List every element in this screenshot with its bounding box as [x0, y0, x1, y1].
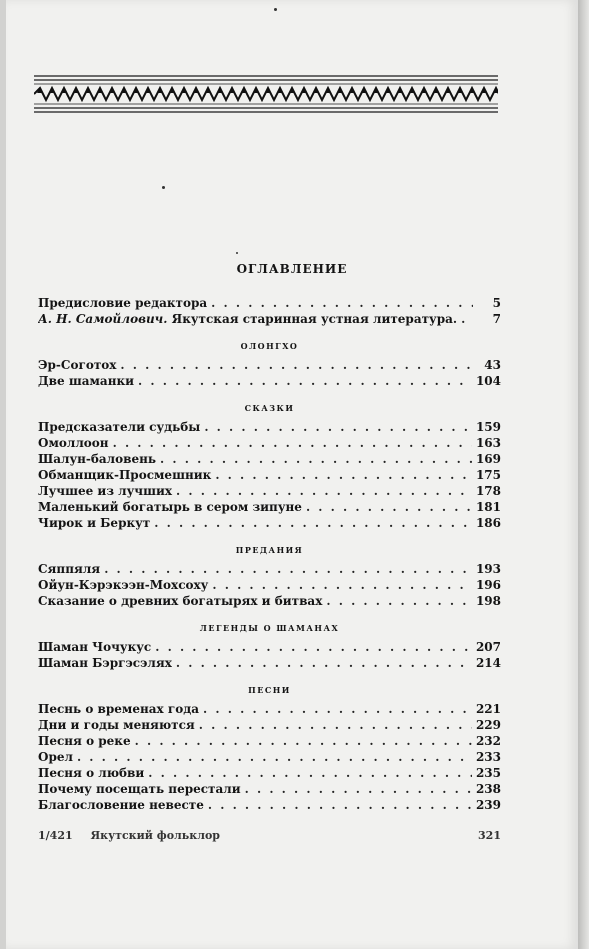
dot-leader — [104, 561, 472, 577]
toc-entry-title: Сяппяля — [38, 562, 101, 576]
toc-entry-page: 7 — [492, 312, 501, 326]
section-heading: ПЕСНИ — [248, 685, 291, 695]
toc-entry — [38, 717, 501, 733]
toc-entry-page: 232 — [475, 734, 501, 748]
toc-entry-title: Почему посещать перестали — [38, 782, 241, 796]
dot-leader — [215, 467, 472, 483]
dot-leader — [160, 451, 472, 467]
dot-leader — [306, 499, 472, 515]
toc-entry-title: Омоллоон — [38, 436, 109, 450]
toc-entry — [38, 577, 501, 593]
toc-entry-page: 221 — [475, 702, 501, 716]
dot-leader — [326, 593, 472, 609]
toc-entry-title: Дни и годы меняются — [38, 718, 195, 732]
toc-entry-title: Лучшее из лучших — [38, 484, 173, 498]
toc-entry-title: Песнь о временах года — [38, 702, 200, 716]
toc-entry-title: Орел — [38, 750, 73, 764]
page-number: 321 — [478, 829, 501, 842]
dot-leader — [208, 797, 472, 813]
toc-entry-page: 239 — [475, 798, 501, 812]
toc-entry-page: 43 — [484, 358, 501, 372]
dot-leader — [212, 577, 472, 593]
toc-entry — [38, 295, 501, 311]
dot-leader — [120, 357, 473, 373]
toc-entry-title: Шалун-баловень — [38, 452, 157, 466]
dot-leader — [199, 717, 472, 733]
toc-entry — [38, 515, 501, 531]
zigzag-pattern — [34, 88, 498, 100]
toc-entry-page: 238 — [475, 782, 501, 796]
toc-entry-page: 207 — [475, 640, 501, 654]
toc-entry-title: Две шаманки — [38, 374, 135, 388]
toc-entry-title: Маленький богатырь в сером зипуне — [38, 500, 302, 514]
section-heading: ЛЕГЕНДЫ О ШАМАНАХ — [199, 623, 340, 633]
dot-leader — [138, 373, 472, 389]
ink-speck — [236, 252, 238, 254]
dot-leader — [113, 435, 472, 451]
toc-entry-page: 193 — [475, 562, 501, 576]
toc-entry-page: 198 — [475, 594, 501, 608]
toc-entry-page: 181 — [475, 500, 501, 514]
toc-entry-title: Песня о любви — [38, 766, 145, 780]
toc-entry-page: 229 — [475, 718, 501, 732]
dot-leader — [176, 483, 472, 499]
section-heading: ПРЕДАНИЯ — [235, 545, 304, 555]
toc-entry — [38, 499, 501, 515]
toc-entry — [38, 655, 501, 671]
toc-entry-title: Эр-Соготох — [38, 358, 117, 372]
toc-entry-title: Шаман Бэргэсэлях — [38, 656, 172, 670]
toc-entry — [38, 765, 501, 781]
dot-leader — [176, 655, 472, 671]
toc-entry-title: Предсказатели судьбы — [38, 420, 201, 434]
toc-entry — [38, 467, 501, 483]
toc-entry-title: Ойун-Кэрэкээн-Мохсоху — [38, 578, 209, 592]
toc-entry-title: Песня о реке — [38, 734, 131, 748]
table-of-contents — [38, 295, 501, 813]
toc-entry-author: А. Н. Самойлович. — [38, 312, 168, 326]
dot-leader — [204, 419, 472, 435]
running-title: Якутский фольклор — [90, 829, 220, 842]
page-edge-shadow — [578, 0, 589, 949]
zigzag-line — [34, 88, 498, 100]
toc-entry-title: Шаман Чочукус — [38, 640, 152, 654]
toc-entry — [38, 781, 501, 797]
toc-entry — [38, 357, 501, 373]
printer-signature: 1/421 — [38, 829, 73, 842]
toc-entry — [38, 483, 501, 499]
dot-leader — [154, 515, 472, 531]
toc-entry-page: 175 — [475, 468, 501, 482]
toc-entry-page: 186 — [475, 516, 501, 530]
toc-entry — [38, 797, 501, 813]
toc-entry-page: 214 — [475, 656, 501, 670]
decorative-ornament-band — [34, 74, 498, 114]
dot-leader — [135, 733, 472, 749]
dot-leader — [461, 311, 473, 327]
toc-entry-page: 5 — [492, 296, 501, 310]
toc-entry — [38, 373, 501, 389]
toc-entry-title: Предисловие редактора — [38, 296, 208, 310]
toc-entry — [38, 419, 501, 435]
toc-entry — [38, 451, 501, 467]
ink-speck — [274, 8, 277, 11]
toc-entry-title — [38, 311, 457, 327]
toc-entry — [38, 749, 501, 765]
toc-entry-page: 163 — [475, 436, 501, 450]
toc-entry-title-text: Якутская старинная устная литература. — [171, 312, 458, 326]
section-heading: ОЛОНГХО — [240, 341, 299, 351]
toc-entry — [38, 593, 501, 609]
toc-entry-page: 235 — [475, 766, 501, 780]
toc-entry — [38, 561, 501, 577]
toc-entry-page: 196 — [475, 578, 501, 592]
toc-entry-page: 104 — [475, 374, 501, 388]
dot-leader — [148, 765, 472, 781]
toc-entry-title: Сказание о древних богатырях и битвах — [38, 594, 323, 608]
toc-entry — [38, 701, 501, 717]
toc-entry — [38, 311, 501, 327]
toc-entry-page: 178 — [475, 484, 501, 498]
toc-entry-page: 233 — [475, 750, 501, 764]
toc-entry-page: 169 — [475, 452, 501, 466]
dot-leader — [77, 749, 472, 765]
toc-entry-title: Обманщик-Просмешник — [38, 468, 212, 482]
toc-entry — [38, 435, 501, 451]
dot-leader — [155, 639, 472, 655]
toc-entry — [38, 733, 501, 749]
toc-title: ОГЛАВЛЕНИЕ — [236, 262, 348, 276]
toc-entry-page: 159 — [475, 420, 501, 434]
dot-leader — [245, 781, 472, 797]
section-heading: СКАЗКИ — [244, 403, 295, 413]
ink-speck — [162, 186, 165, 189]
book-page — [6, 0, 578, 949]
toc-entry — [38, 639, 501, 655]
page-footer — [38, 829, 501, 842]
toc-entry-title: Благословение невесте — [38, 798, 204, 812]
toc-entry-title: Чирок и Беркут — [38, 516, 151, 530]
dot-leader — [211, 295, 473, 311]
dot-leader — [203, 701, 472, 717]
